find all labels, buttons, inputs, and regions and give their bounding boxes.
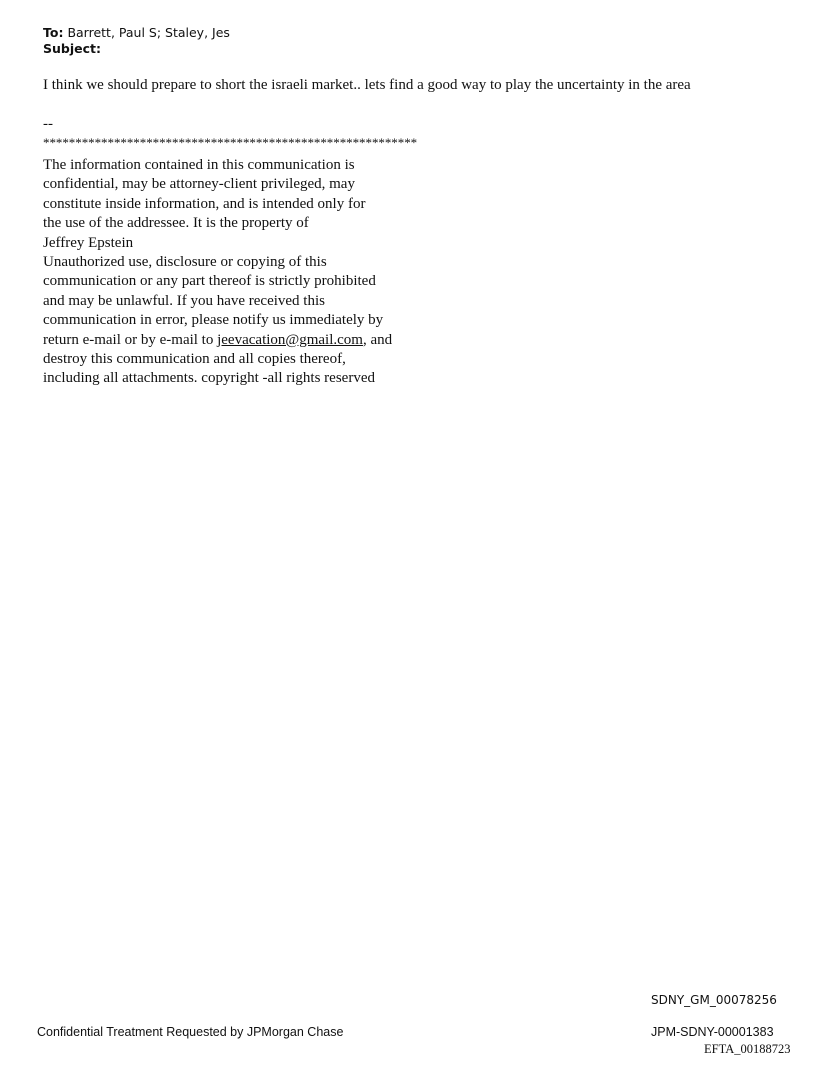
asterisk-separator: ********************************************************** [43, 135, 418, 150]
disclaimer-line: including all attachments. copyright -all rights reserved [43, 370, 375, 387]
sdny-bates-number: SDNY_GM_00078256 [651, 993, 777, 1007]
subject-label: Subject: [43, 41, 101, 56]
disclaimer-line: communication or any part thereof is strictly prohibited [43, 273, 376, 290]
disclaimer-line: communication in error, please notify us immediately by [43, 312, 384, 329]
email-suffix: , and [362, 331, 393, 348]
disclaimer-line [43, 331, 392, 350]
confidential-treatment-notice: Confidential Treatment Requested by JPMorgan Chase [37, 1025, 344, 1039]
confidentiality-disclaimer [43, 156, 392, 389]
disclaimer-line: confidential, may be attorney-client privileged, may [43, 176, 355, 193]
to-label: To: [43, 25, 64, 40]
to-value: Barrett, Paul S; Staley, Jes [67, 25, 230, 40]
disclaimer-line: and may be unlawful. If you have received this [43, 292, 325, 309]
disclaimer-line: destroy this communication and all copies thereof, [43, 351, 346, 368]
signature-dash: -- [43, 116, 53, 132]
disclaimer-line: Unauthorized use, disclosure or copying of this [43, 254, 327, 271]
disclaimer-line: constitute inside information, and is intended only for [43, 195, 366, 212]
jpm-bates-number: JPM-SDNY-00001383 [651, 1025, 774, 1039]
email-link[interactable]: jeevacation@gmail.com [217, 331, 363, 348]
email-prefix: return e-mail or by e-mail to [43, 331, 218, 348]
email-header [43, 25, 230, 57]
disclaimer-line: Jeffrey Epstein [43, 234, 134, 251]
disclaimer-line: the use of the addressee. It is the property of [43, 215, 309, 232]
email-body: I think we should prepare to short the israeli market.. lets find a good way to play the uncertainty in the area [43, 77, 691, 93]
efta-bates-number: EFTA_00188723 [704, 1042, 791, 1056]
disclaimer-line: The information contained in this communication is [43, 157, 355, 173]
